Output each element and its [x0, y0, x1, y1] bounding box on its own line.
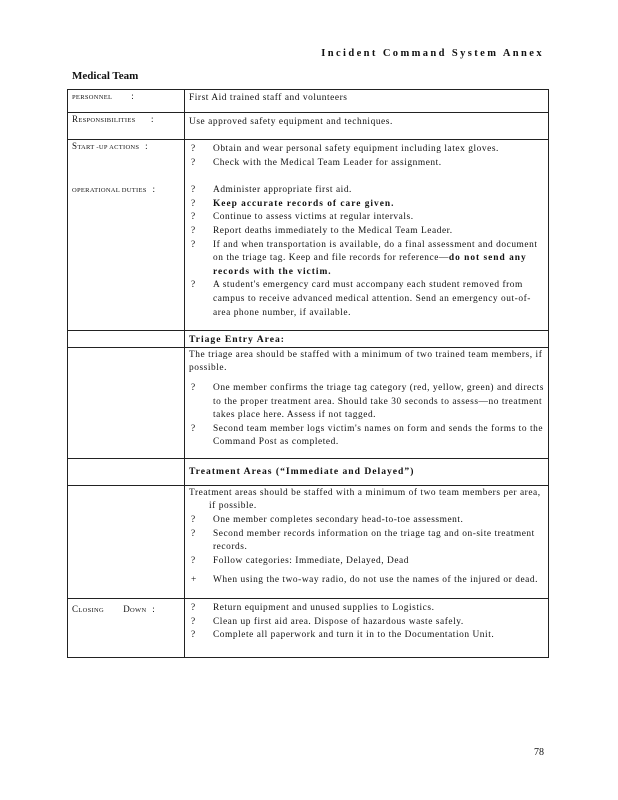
empty-label-cell [68, 347, 185, 458]
triage-heading: Triage Entry Area: [185, 331, 549, 348]
treatment-content-row [68, 485, 549, 598]
list-item: ? Clean up first aid area. Dispose of hazardous waste safely. [191, 616, 464, 627]
empty-label-cell [68, 331, 185, 348]
triage-content [185, 347, 549, 458]
triage-intro: The triage area should be staffed with a minimum of two trained team members, if possible. [189, 349, 543, 374]
list-item: ? Check with the Medical Team Leader for assignment. [191, 157, 442, 168]
list-item: ? Complete all paperwork and turn it in to the Documentation Unit. [191, 630, 495, 641]
closing-row [68, 599, 549, 658]
startup-label: START -UP ACTIONS : OPERATIONAL DUTIES : [68, 140, 185, 331]
treatment-heading-row [68, 458, 549, 485]
list-item: ? Report deaths immediately to the Medical Team Leader. [191, 225, 453, 236]
list-item: ? Administer appropriate first aid. [191, 185, 352, 196]
empty-label-cell [68, 485, 185, 598]
list-item: ? Second member records information on the triage tag and on-site treatment records. [191, 528, 535, 553]
medical-team-table [67, 89, 549, 658]
startup-row [68, 140, 549, 331]
operational-duties-label: OPERATIONAL DUTIES : [72, 183, 156, 194]
page-number: 78 [534, 747, 544, 758]
personnel-label: PERSONNEL : [68, 90, 185, 113]
empty-label-cell [68, 458, 185, 485]
triage-heading-row [68, 331, 549, 348]
list-item: ? Obtain and wear personal safety equipment including latex gloves. [191, 144, 499, 154]
list-item: ? Return equipment and unused supplies to Logistics. [191, 603, 435, 614]
list-item: ? If and when transportation is available, do a final assessment and document on the triage tag. Keep and file records for reference—do not send any records with the victim. [191, 239, 538, 277]
startup-content [185, 140, 549, 331]
responsibilities-row [68, 113, 549, 140]
list-item: ? Follow categories: Immediate, Delayed, Dead [191, 555, 409, 566]
list-item: ? A student's emergency card must accompany each student removed from campus to receive advanced medical attention. Send an emergency out-of-area phone number, if available. [191, 280, 531, 318]
personnel-row [68, 90, 549, 113]
list-item: ? One member confirms the triage tag category (red, yellow, green) and directs to the proper treatment area. Should take 30 seconds to assess—no treatment takes place here. Assess if not tagged. [191, 382, 544, 421]
closing-label: CLOSING DOWN : [68, 599, 185, 658]
treatment-heading: Treatment Areas (“Immediate and Delayed”) [185, 458, 549, 485]
list-item: ? Continue to assess victims at regular intervals. [191, 212, 414, 223]
treatment-content [185, 485, 549, 598]
triage-content-row [68, 347, 549, 458]
responsibilities-text: Use approved safety equipment and techniques. [185, 113, 549, 140]
section-title: Medical Team [72, 70, 139, 82]
list-item: ? Second team member logs victim's names on form and sends the forms to the Command Post as completed. [191, 423, 544, 448]
responsibilities-label: RESPONSIBILITIES : [68, 113, 185, 140]
list-item: + When using the two-way radio, do not use the names of the injured or dead. [191, 575, 538, 586]
document-header-title: Incident Command System Annex [321, 48, 544, 59]
closing-content [185, 599, 549, 658]
list-item: ? Keep accurate records of care given. [191, 198, 395, 209]
personnel-text: First Aid trained staff and volunteers [185, 90, 549, 113]
list-item: ? One member completes secondary head-to-toe assessment. [191, 515, 464, 526]
treatment-intro: Treatment areas should be staffed with a minimum of two team members per area, if possible. [189, 487, 541, 512]
